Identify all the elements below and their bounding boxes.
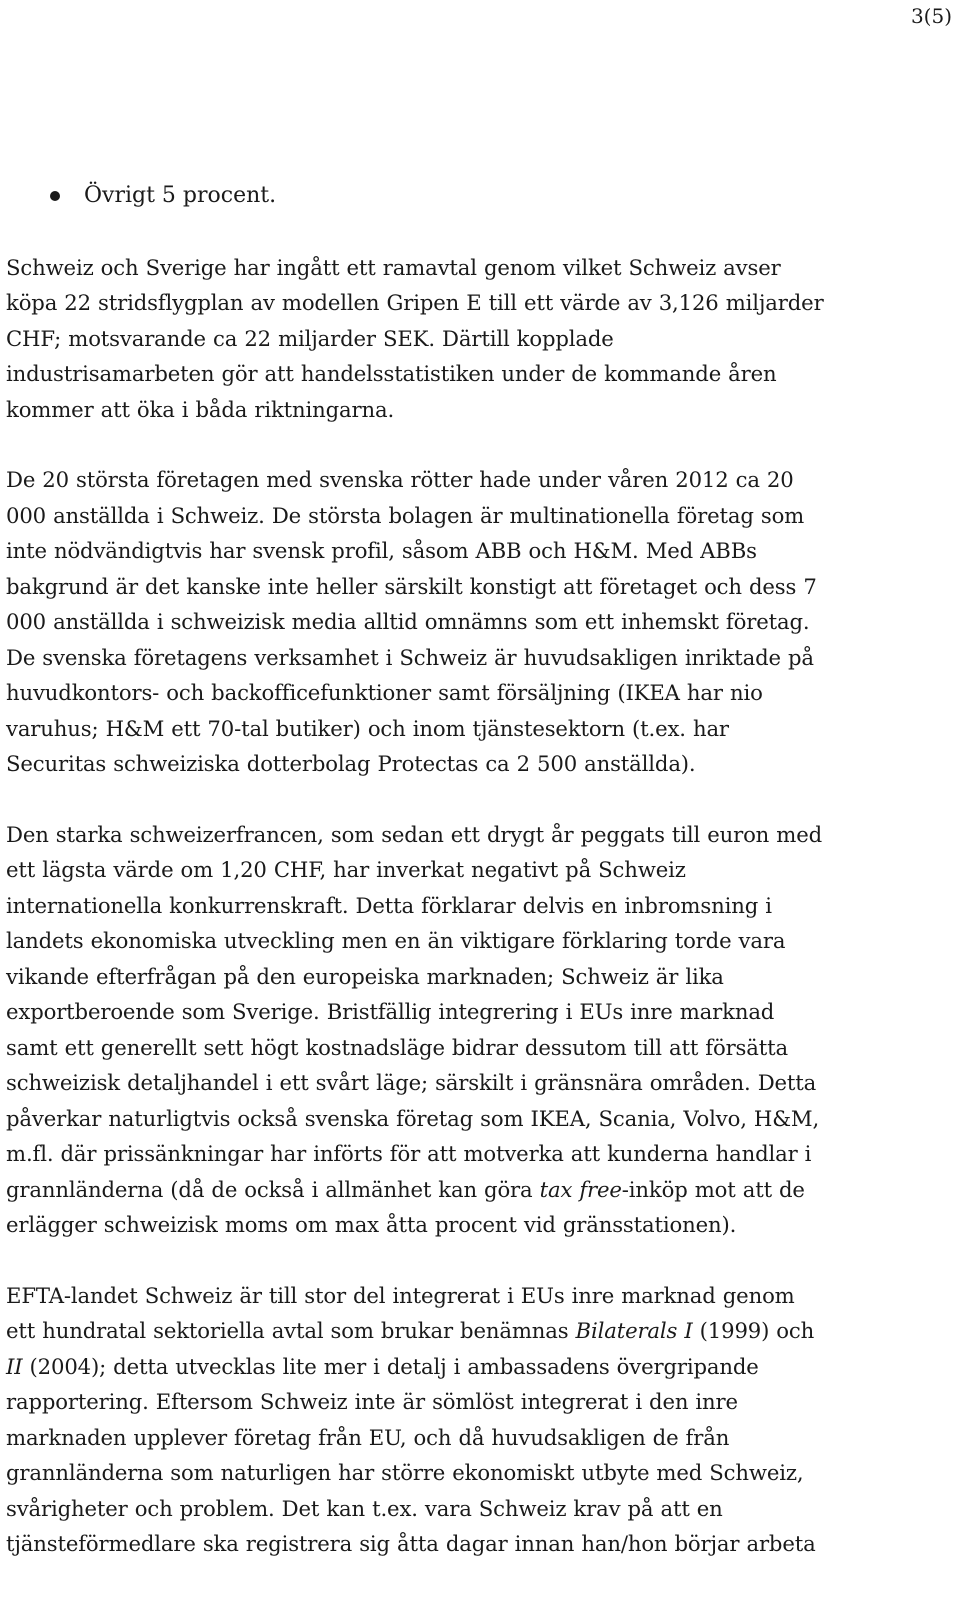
paragraph-text: (2004); detta utvecklas lite mer i detalj i ambassadens övergripande rapportering. Eftersom Schweiz inte är sömlöst integrerat i den inre marknaden upplever företag från EU, och då huvudsakligen de från grannländerna som naturligen har större ekonomiskt utbyte med Schweiz, svårigheter och problem. Det kan t.ex. vara Schweiz krav på att en tjänsteförmedlare ska registrera sig åtta dagar innan han/hon börjar arbeta (6, 1353, 816, 1556)
paragraph-efta (6, 1278, 826, 1562)
document-body (6, 178, 826, 1597)
paragraph-swedish-companies (6, 462, 826, 782)
bullet-item (6, 178, 826, 214)
paragraph-gripen (6, 250, 826, 428)
bullet-icon (50, 191, 60, 201)
italic-term: II (6, 1353, 23, 1379)
paragraph-text: (1999) och (692, 1318, 815, 1343)
italic-term: tax free (539, 1176, 622, 1202)
bullet-text: Övrigt 5 procent. (84, 183, 277, 208)
page-number: 3(5) (910, 4, 952, 28)
italic-term: Bilaterals I (575, 1318, 693, 1343)
paragraph-text: Schweiz och Sverige har ingått ett ramavtal genom vilket Schweiz avser köpa 22 stridsflygplan av modellen Gripen E till ett värde av 3,126 miljarder CHF; motsvarande ca 22 miljarder SEK. Därtill kopplade industrisamarbeten gör att handelsstatistiken under de kommande åren kommer att öka i båda riktningarna. (6, 254, 824, 422)
paragraph-strong-franc (6, 817, 826, 1243)
paragraph-text: Den starka schweizerfrancen, som sedan ett drygt år peggats till euron med ett lägsta värde om 1,20 CHF, har inverkat negativt på Schweiz internationella konkurrenskraft. Detta förklarar delvis en inbromsning i landets ekonomiska utveckling men en än viktigare förklaring torde vara vikande efterfrågan på den europeiska marknaden; Schweiz är lika exportberoende som Sverige. Bristfällig integrering i EUs inre marknad samt ett generellt sett högt kostnadsläge bidrar dessutom till att försätta schweizisk detaljhandel i ett svårt läge; särskilt i gränsnära områden. Detta påverkar naturligtvis också svenska företag som IKEA, Scania, Volvo, H&M, m.fl. där prissänkningar har införts för att motverka att kunderna handlar i grannländerna (då de också i allmänhet kan göra (6, 821, 823, 1202)
paragraph-text: De 20 största företagen med svenska rötter hade under våren 2012 ca 20 000 anställda i Schweiz. De största bolagen är multinationella företag som inte nödvändigtvis har svensk profil, såsom ABB och H&M. Med ABBs bakgrund är det kanske inte heller särskilt konstigt att företaget och dess 7 000 anställda i schweizisk media alltid omnämns som ett inhemskt företag. De svenska företagens verksamhet i Schweiz är huvudsakligen inriktade på huvudkontors- och backofficefunktioner samt försäljning (IKEA har nio varuhus; H&M ett 70-tal butiker) och inom tjänstesektorn (t.ex. har Securitas schweiziska dotterbolag Protectas ca 2 500 anställda). (6, 467, 817, 776)
paragraph-text: EFTA-landet Schweiz är till stor del integrerat i EUs inre marknad genom ett hundratal sektoriella avtal som brukar benämnas (6, 1282, 795, 1343)
paragraph-text: -inköp mot att de erlägger schweizisk moms om max åtta procent vid gränsstationen). (6, 1176, 805, 1237)
